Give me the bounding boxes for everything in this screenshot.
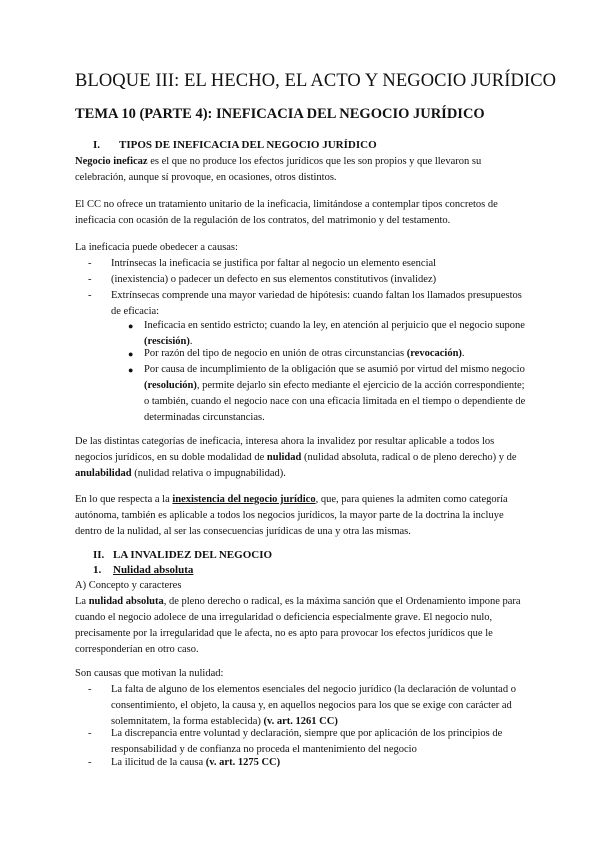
list-item-text: (inexistencia) o padecer un defecto en sus elementos constitutivos (invalidez)	[111, 274, 437, 285]
dash-marker: -	[88, 274, 92, 285]
paragraph-nullity-causes: Son causas que motivan la nulidad:	[75, 668, 224, 679]
section-number: I.	[93, 139, 101, 151]
bold-term: Negocio ineficaz	[75, 156, 148, 167]
subsection-label: Nulidad absoluta	[113, 564, 194, 576]
bullet-text-end: , permite dejarlo sin efecto mediante el ejercicio de la acción correspondiente; o también, cuando el negocio nace con una eficacia limitada en el tiempo o dependiente de determinadas circunstancias.	[144, 380, 526, 423]
dash-marker: -	[88, 684, 92, 695]
section-number: II.	[93, 549, 105, 561]
subheading-concept: A) Concepto y caracteres	[75, 580, 182, 591]
paragraph-text: , que, para quienes la admiten como categoría autónoma, también es aplicable a todos los negocios jurídicos, la mayor parte de la doctrina la incluye dentro de la nulidad, al ser las consecuencias jurídicas de una y otra las mismas.	[75, 494, 508, 537]
bold-underlined-term: inexistencia del negocio jurídico	[172, 494, 316, 505]
bullet-marker: ●	[128, 349, 134, 359]
list-item-text: Intrínsecas la ineficacia se justifica por faltar al negocio un elemento esencial	[111, 258, 437, 269]
bold-term: nulidad absoluta	[88, 596, 164, 607]
paragraph-text: , de pleno derecho o radical, es la máxima sanción que el Ordenamiento impone para cuando el negocio adolece de una irregularidad o deficiencia especialmente grave. El negocio nulo, precisamente por la irregularidad que le afecta, no es apto para provocar los efectos jurídicos que le corresponderían en otro caso.	[75, 596, 521, 655]
paragraph-text: (nulidad absoluta, radical o de pleno derecho) y de	[301, 452, 517, 463]
dash-marker: -	[88, 290, 92, 301]
paragraph-cc-treatment: El CC no ofrece un tratamiento unitario de la ineficacia, limitándose a contemplar tipos concretos de ineficacia con ocasión de la regulación de los contratos, del matrimonio y del testamento.	[75, 199, 498, 226]
bold-term: (v. art. 1261 CC)	[263, 716, 338, 727]
paragraph-inexistence	[75, 492, 525, 540]
paragraph-text: De las distintas categorías de ineficacia, interesa ahora la invalidez por resultar aplicable a todos los negocios jurídicos, en su doble modalidad de	[75, 436, 495, 463]
paragraph-invalidity	[75, 434, 525, 482]
list-item-text: Extrínsecas comprende una mayor variedad de hipótesis: cuando faltan los llamados presupuestos de eficacia:	[111, 290, 522, 317]
bold-term: nulidad	[266, 452, 302, 463]
bullet-text: Por razón del tipo de negocio en unión de otras circunstancias	[144, 348, 407, 359]
subsection-number: 1.	[93, 564, 102, 576]
paragraph-text: es el que no produce los efectos jurídicos que les son propios y que llevaron su celebración, aunque sí provoque, en ocasiones, otros distintos.	[75, 156, 482, 183]
list-item-text: La discrepancia entre voluntad y declaración, siempre que por aplicación de los principios de responsabilidad y de confianza no proceda el mantenimiento del negocio	[111, 728, 503, 755]
paragraph-definition	[75, 154, 525, 186]
dash-marker: -	[88, 728, 92, 739]
section-label: TIPOS DE INEFICACIA DEL NEGOCIO JURÍDICO	[119, 139, 377, 151]
section-heading-2	[93, 549, 513, 565]
document-title: BLOQUE III: EL HECHO, EL ACTO Y NEGOCIO JURÍDICO	[75, 71, 557, 91]
section-label: LA INVALIDEZ DEL NEGOCIO	[113, 549, 273, 561]
bullet-text-end: .	[189, 336, 193, 347]
paragraph-text: En lo que respecta a la	[75, 494, 173, 505]
bold-term: (rescisión)	[144, 336, 190, 347]
bullet-marker: ●	[128, 365, 134, 375]
bold-term: (revocación)	[406, 348, 462, 359]
list-item-text: La ilicitud de la causa	[111, 757, 206, 768]
topic-title: TEMA 10 (PARTE 4): INEFICACIA DEL NEGOCIO JURÍDICO	[75, 106, 485, 122]
dash-marker: -	[88, 757, 92, 768]
list-item-text: La falta de alguno de los elementos esenciales del negocio jurídico (la declaración de voluntad o consentimiento, el objeto, la causa y, en aquellos negocios para los que se exige con carácter ad solemnitatem, la forma establecida)	[111, 684, 516, 727]
paragraph-absolute-nullity	[75, 594, 525, 658]
bold-term: (v. art. 1275 CC)	[205, 757, 281, 768]
paragraph-causes-intro: La ineficacia puede obedecer a causas:	[75, 242, 238, 253]
bullet-text: Por causa de incumplimiento de la obligación que se asumió por virtud del mismo negocio	[144, 364, 525, 375]
dash-marker: -	[88, 258, 92, 269]
bullet-marker: ●	[128, 321, 134, 331]
section-heading-1	[93, 139, 513, 155]
bold-term: (resolución)	[144, 380, 197, 391]
bullet-text: Ineficacia en sentido estricto; cuando la ley, en atención al perjuicio que el negocio supone	[144, 320, 525, 331]
bullet-text-end: .	[461, 348, 465, 359]
paragraph-text: La	[75, 596, 89, 607]
paragraph-text: (nulidad relativa o impugnabilidad).	[131, 468, 286, 479]
bold-term: anulabilidad	[75, 468, 132, 479]
